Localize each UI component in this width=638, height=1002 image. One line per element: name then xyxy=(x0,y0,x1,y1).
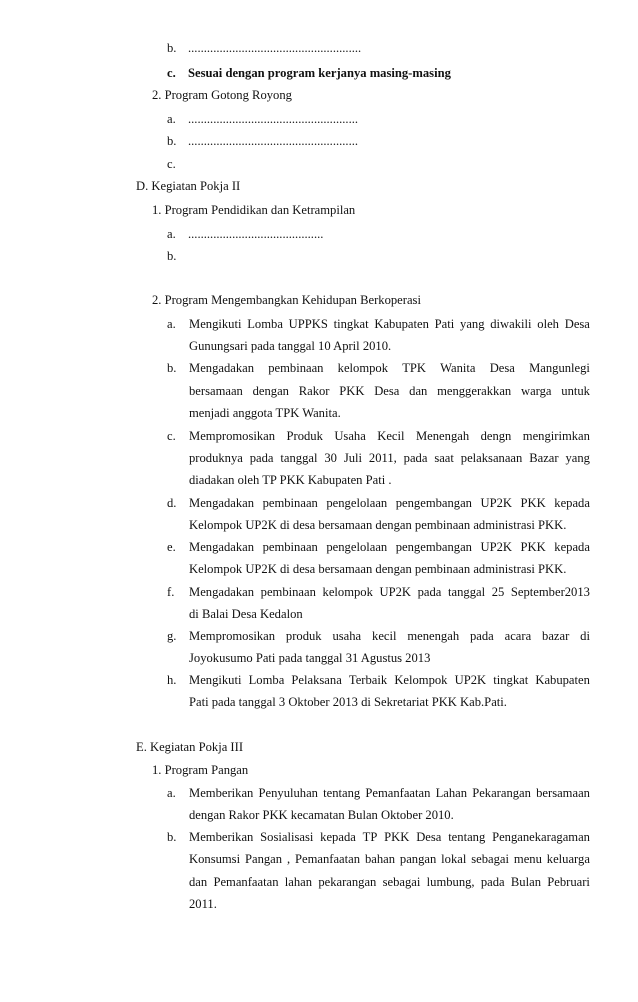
word: pembinaan xyxy=(260,585,316,599)
word: dan xyxy=(409,384,428,398)
word: tanggal xyxy=(448,585,486,599)
word: yang xyxy=(565,451,590,465)
word: kepada xyxy=(320,830,356,844)
word: Bulan xyxy=(510,875,541,889)
item-line xyxy=(189,360,590,376)
item-line xyxy=(189,874,590,890)
word: lumbung, xyxy=(426,875,475,889)
word: PKK xyxy=(520,540,546,554)
section-heading: D. Kegiatan Pokja II xyxy=(136,179,241,193)
item-line: diadakan oleh TP PKK Kabupaten Pati . xyxy=(189,473,392,487)
word: dan xyxy=(189,875,208,889)
word: sebagai xyxy=(382,875,421,889)
word: kepada xyxy=(554,496,590,510)
word: pengembangan xyxy=(395,496,472,510)
word: dengan xyxy=(252,384,289,398)
word: Juli xyxy=(343,451,363,465)
word: Menengah xyxy=(415,429,470,443)
word: Mengadakan xyxy=(189,585,255,599)
item-label: c. xyxy=(167,157,176,171)
item-label: b. xyxy=(167,830,177,844)
word: Memberikan xyxy=(189,830,254,844)
word: UP2K xyxy=(454,673,487,687)
item-label: a. xyxy=(167,317,176,331)
word: tentang xyxy=(448,830,486,844)
item-text: Sesuai dengan program kerjanya masing-masing xyxy=(188,66,451,80)
word: kelompok xyxy=(337,361,389,375)
item-line: Kelompok UP2K di desa bersamaan dengan pembinaan administrasi PKK. xyxy=(189,518,567,532)
word: usaha xyxy=(332,629,362,643)
word: PKK xyxy=(339,384,365,398)
item-line xyxy=(189,316,590,332)
word: UP2K xyxy=(480,540,513,554)
word: bersamaan xyxy=(536,786,590,800)
word: , xyxy=(286,852,291,866)
word: Lomba xyxy=(248,673,285,687)
word: TPK xyxy=(402,361,426,375)
word: pekarangan xyxy=(318,875,377,889)
word: Penyuluhan xyxy=(258,786,318,800)
item-line xyxy=(189,450,590,466)
word: Terbaik xyxy=(348,673,388,687)
word: Wanita xyxy=(440,361,476,375)
word: pembinaan xyxy=(262,540,318,554)
word: Produk xyxy=(286,429,323,443)
word: Lahan xyxy=(435,786,468,800)
item-label: e. xyxy=(167,540,176,554)
word: PKK xyxy=(520,496,546,510)
word: tentang xyxy=(323,786,361,800)
program-heading: 1. Program Pangan xyxy=(152,763,249,777)
word: Desa xyxy=(374,384,400,398)
word: lahan xyxy=(284,875,313,889)
word: bahan xyxy=(364,852,396,866)
word: diwakili xyxy=(490,317,532,331)
word: pada xyxy=(403,451,428,465)
word: tanggal xyxy=(280,451,318,465)
word: yang xyxy=(460,317,485,331)
item-label: c. xyxy=(167,66,176,80)
word: produknya xyxy=(189,451,243,465)
item-line xyxy=(189,628,590,644)
item-line: Joyokusumo Pati pada tanggal 31 Agustus 2013 xyxy=(189,651,431,665)
word: Mengadakan xyxy=(189,496,255,510)
word: pelaksanaan xyxy=(460,451,523,465)
word: Usaha xyxy=(334,429,366,443)
word: Kabupaten xyxy=(374,317,429,331)
item-label: h. xyxy=(167,673,177,687)
word: Kabupaten xyxy=(535,673,590,687)
program-heading: 1. Program Pendidikan dan Ketrampilan xyxy=(152,203,356,217)
word: menengah xyxy=(407,629,460,643)
word: saat xyxy=(434,451,454,465)
item-line xyxy=(189,672,590,688)
word: produk xyxy=(285,629,322,643)
item-label: b. xyxy=(167,249,177,263)
word: pada xyxy=(249,451,274,465)
word: kecil xyxy=(372,629,397,643)
placeholder-dots: ...................................................... xyxy=(188,134,359,148)
word: pada xyxy=(417,585,442,599)
word: kepada xyxy=(554,540,590,554)
item-label: a. xyxy=(167,227,176,241)
word: Desa xyxy=(489,361,515,375)
word: warga xyxy=(520,384,552,398)
word: Bazar xyxy=(529,451,559,465)
placeholder-dots: ....................................................... xyxy=(188,41,362,55)
placeholder-dots: ...................................................... xyxy=(188,112,359,126)
item-line: menjadi anggota TPK Wanita. xyxy=(189,406,341,420)
program-heading: 2. Program Gotong Royong xyxy=(152,88,292,102)
word: Pemanfaatan xyxy=(365,786,431,800)
word: keluarga xyxy=(546,852,590,866)
word: Mengikuti xyxy=(189,317,242,331)
word: Konsumsi xyxy=(189,852,241,866)
word: pembinaan xyxy=(262,496,318,510)
word: bersamaan xyxy=(189,384,243,398)
word: pembinaan xyxy=(268,361,324,375)
word: acara xyxy=(504,629,532,643)
item-label: b. xyxy=(167,361,177,375)
word: Pemanfaatan xyxy=(295,852,361,866)
word: TP xyxy=(362,830,378,844)
word: kelompok xyxy=(322,585,373,599)
word: pangan xyxy=(399,852,437,866)
word: menggerakkan xyxy=(437,384,512,398)
item-line xyxy=(189,785,590,801)
word: Pemanfaatan xyxy=(213,875,279,889)
section-heading: E. Kegiatan Pokja III xyxy=(136,740,244,754)
item-label: d. xyxy=(167,496,177,510)
word: Pangan xyxy=(244,852,283,866)
item-line xyxy=(189,495,590,511)
item-label: c. xyxy=(167,429,176,443)
word: Pebruari xyxy=(547,875,590,889)
word: Rakor xyxy=(298,384,330,398)
word: Mengadakan xyxy=(189,540,255,554)
word: Desa xyxy=(564,317,590,331)
word: sebagai xyxy=(471,852,510,866)
item-label: f. xyxy=(167,585,175,599)
item-line: dengan Rakor PKK kecamatan Bulan Oktober 2010. xyxy=(189,808,454,822)
item-line: Pati pada tanggal 3 Oktober 2013 di Sekretariat PKK Kab.Pati. xyxy=(189,695,507,709)
item-line xyxy=(189,584,590,600)
word: Lomba xyxy=(247,317,283,331)
word: pada xyxy=(480,875,505,889)
word: pengelolaan xyxy=(326,540,388,554)
item-line xyxy=(189,428,590,444)
word: Desa xyxy=(416,830,442,844)
item-label: a. xyxy=(167,112,176,126)
word: Mempromosikan xyxy=(189,429,276,443)
word: UPPKS xyxy=(288,317,328,331)
word: 30 xyxy=(324,451,337,465)
word: dengn xyxy=(480,429,512,443)
placeholder-dots: ........................................... xyxy=(188,227,324,241)
item-line: Gunungsari pada tanggal 10 April 2010. xyxy=(189,339,392,353)
item-line xyxy=(189,829,590,845)
word: 25 xyxy=(491,585,505,599)
word: mengirimkan xyxy=(522,429,590,443)
word: 2011, xyxy=(368,451,397,465)
word: pengelolaan xyxy=(326,496,388,510)
word: Sosialisasi xyxy=(260,830,314,844)
word: Kecil xyxy=(377,429,405,443)
word: Pekarangan xyxy=(472,786,531,800)
item-line xyxy=(189,539,590,555)
item-line xyxy=(189,383,590,399)
item-label: b. xyxy=(167,134,177,148)
word: Penganekaragaman xyxy=(492,830,590,844)
program-heading: 2. Program Mengembangkan Kehidupan Berkoperasi xyxy=(152,293,421,307)
word: Mengadakan xyxy=(189,361,255,375)
word: UP2K xyxy=(379,585,412,599)
word: September2013 xyxy=(510,585,590,599)
word: PKK xyxy=(384,830,410,844)
item-line: Kelompok UP2K di desa bersamaan dengan pembinaan administrasi PKK. xyxy=(189,562,567,576)
word: tingkat xyxy=(493,673,529,687)
word: oleh xyxy=(537,317,559,331)
word: menu xyxy=(513,852,542,866)
item-line: di Balai Desa Kedalon xyxy=(189,607,303,621)
word: Pelaksana xyxy=(291,673,342,687)
item-line: 2011. xyxy=(189,897,217,911)
word: lokal xyxy=(441,852,467,866)
word: pada xyxy=(469,629,494,643)
word: pengembangan xyxy=(395,540,472,554)
word: Mempromosikan xyxy=(189,629,276,643)
word: Memberikan xyxy=(189,786,254,800)
item-label: a. xyxy=(167,786,176,800)
word: untuk xyxy=(561,384,590,398)
word: Mangunlegi xyxy=(529,361,590,375)
word: Kelompok xyxy=(394,673,448,687)
item-label: b. xyxy=(167,41,177,55)
word: UP2K xyxy=(480,496,513,510)
item-line xyxy=(189,851,590,867)
word: Mengikuti xyxy=(189,673,242,687)
word: tingkat xyxy=(333,317,369,331)
word: di xyxy=(580,629,590,643)
word: Pati xyxy=(434,317,455,331)
word: bazar xyxy=(542,629,570,643)
item-label: g. xyxy=(167,629,177,643)
